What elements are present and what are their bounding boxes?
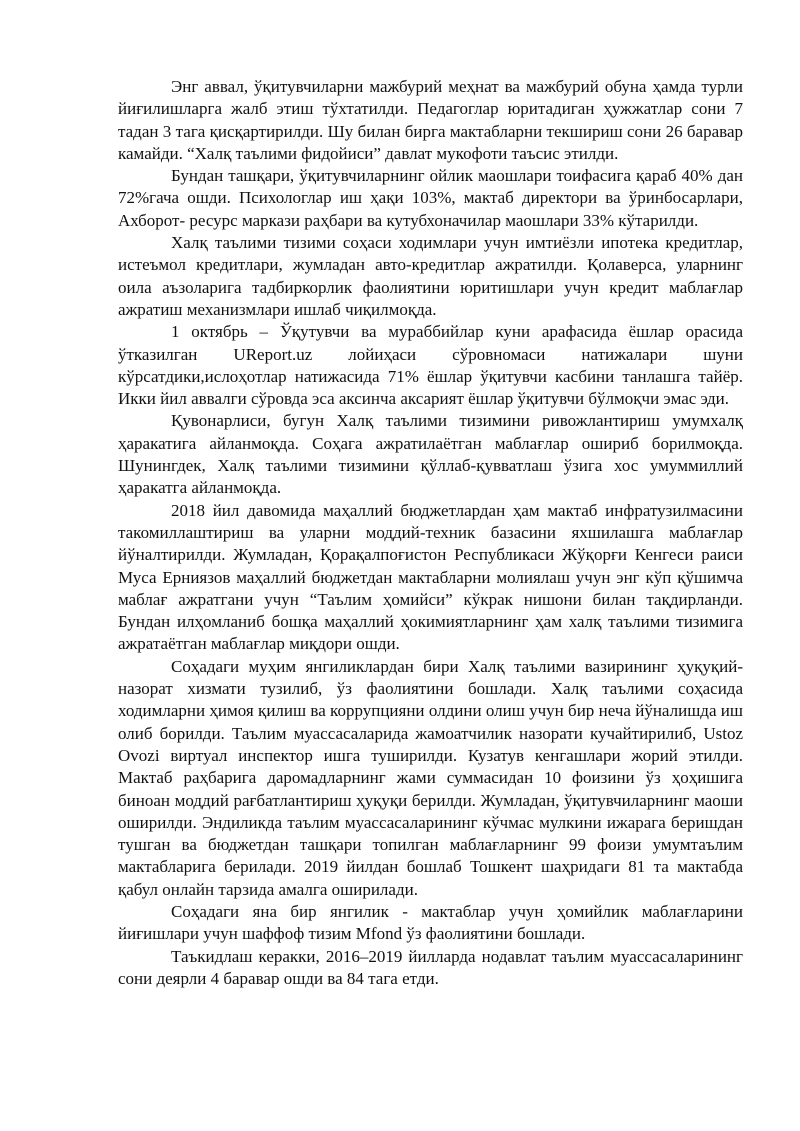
paragraph-2: Бундан ташқари, ўқитувчиларнинг ойлик маошлари тоифасига қараб 40% дан 72%гача ошди. Психологлар иш ҳақи 103%, мактаб директори ва ўринбосарлари, Ахборот- ресурс маркази раҳбари ва кутубхоначилар маошлари 33% кўтарилди. [118,166,743,230]
document-body [118,76,743,990]
paragraph-8: Соҳадаги яна бир янгилик - мактаблар учун ҳомийлик маблағларини йиғишлари учун шаффоф тизим Mfond ўз фаолиятини бошлади. [118,901,743,944]
paragraph-7: Соҳадаги муҳим янгиликлардан бири Халқ таълими вазирининг ҳуқуқий-назорат хизмати тузилиб, ўз фаолиятини бошлади. Халқ таълими соҳасида ходимларни ҳимоя қилиш ва коррупцияни олдини олиш учун бир неча йўналишда иш олиб борилди. Таълим муассасаларида жамоатчилик назорати кучайтирилиб, Ustoz Ovozi виртуал инспектор ишга туширилди. Кузатув кенгашлари жорий этилди. Мактаб раҳбарига даромадларнинг жами суммасидан 10 фоизини ўз ҳоҳишига биноан моддий рағбатлантириш ҳуқуқи берилди. Жумладан, ўқитувчиларнинг маоши оширилди. Эндиликда таълим муассасаларининг кўчмас мулкини ижарага беришдан тушган ва бюджетдан ташқари топилган маблағларнинг 99 фоизи умумтаълим мактабларига берилади. 2019 йилдан бошлаб Тошкент шаҳридаги 81 та мактабда қабул онлайн тарзида амалга оширилади. [118,656,743,899]
paragraph-1: Энг аввал, ўқитувчиларни мажбурий меҳнат ва мажбурий обуна ҳамда турли йиғилишларга жалб этиш тўхтатилди. Педагоглар юритадиган ҳужжатлар сони 7 тадан 3 тага қисқартирилди. Шу билан бирга мактабларни текшириш сони 26 баравар камайди. “Халқ таълими фидойиси” давлат мукофоти таъсис этилди. [118,77,743,163]
paragraph-4: 1 октябрь – Ўқутувчи ва мураббийлар куни арафасида ёшлар орасида ўтказилган UReport.uz лойиҳаси сўровномаси натижалари шуни кўрсатдики,ислоҳотлар натижасида 71% ёшлар ўқитувчи касбини танлашга тайёр. Икки йил аввалги сўровда эса аксинча аксарият ёшлар ўқитувчи бўлмоқчи эмас эди. [118,322,743,409]
paragraph-5: Қувонарлиси, бугун Халқ таълими тизимини ривожлантириш умумхалқ ҳаракатига айланмоқда. Соҳага ажратилаётган маблағлар ошириб борилмоқда. Шунингдек, Халқ таълими тизимини қўллаб-қувватлаш ўзига хос умуммиллий ҳаракатга айланмоқда. [118,411,743,498]
paragraph-9: Таъкидлаш керакки, 2016–2019 йилларда нодавлат таълим муассасаларининг сони деярли 4 баравар ошди ва 84 тага етди. [118,946,743,988]
paragraph-6: 2018 йил давомида маҳаллий бюджетлардан ҳам мактаб инфратузилмасини такомиллаштириш ва уларни моддий-техник базасини яхшилашга маблағлар йўналтирилди. Жумладан, Қорақалпоғистон Республикаси Жўқорғи Кенгеси раиси Муса Ерниязов маҳаллий бюджетдан мактабларни молиялаш учун энг кўп қўшимча маблағ ажратгани учун “Таълим ҳомийси” кўкрак нишони билан тақдирланди. Бундан илҳомланиб бошқа маҳаллий ҳокимиятларнинг ҳам халқ таълими тизимига ажратаётган маблағлар миқдори ошди. [118,500,743,654]
paragraph-3: Халқ таълими тизими соҳаси ходимлари учун имтиёзли ипотека кредитлар, истеъмол кредитлари, жумладан авто-кредитлар ажратилди. Қолаверса, уларнинг оила аъзоларига тадбиркорлик фаолиятини юритишлари учун кредит маблағлар ажратиш механизмлари ишлаб чиқилмоқда. [118,233,743,319]
